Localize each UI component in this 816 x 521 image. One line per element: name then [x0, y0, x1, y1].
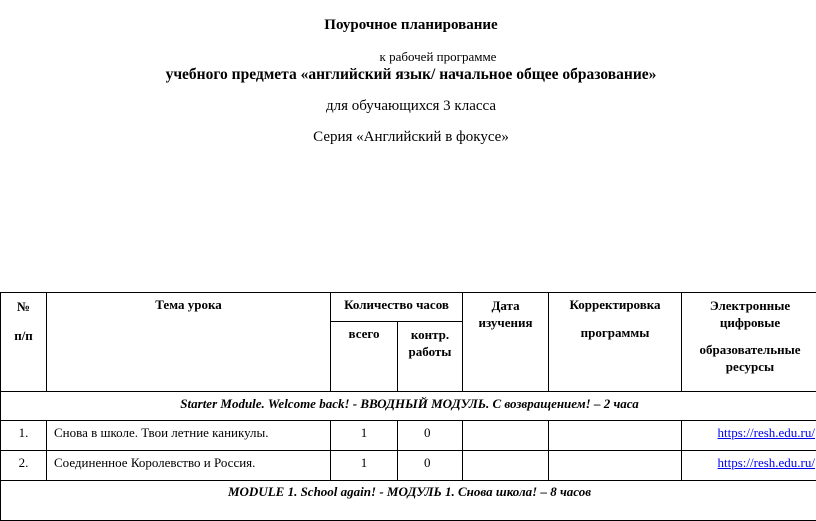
module-row	[1, 392, 816, 421]
row-number: 2.	[1, 451, 47, 481]
row-number: 1.	[1, 421, 47, 451]
row-hours-total: 1	[331, 421, 398, 451]
series-line: Серия «Английский в фокусе»	[0, 129, 816, 146]
row-hours-control: 0	[398, 421, 463, 451]
row-correction	[549, 451, 682, 481]
table-row	[1, 451, 816, 481]
header-number-label: п/п	[1, 328, 46, 344]
header-topic	[47, 293, 331, 392]
header-correction	[549, 293, 682, 392]
row-correction	[549, 421, 682, 451]
row-hours-control: 0	[398, 451, 463, 481]
header-resources-label-1: Электронные	[682, 297, 816, 314]
resource-link[interactable]: https://resh.edu.ru/	[718, 425, 816, 440]
header-date-label-2: изучения	[463, 314, 548, 331]
resource-link[interactable]: https://resh.edu.ru/	[718, 455, 816, 470]
header-correction-label-1: Корректировка	[549, 297, 681, 313]
header-hours	[331, 293, 463, 322]
header-hours-control-label-2: работы	[398, 343, 462, 360]
module-row	[1, 481, 816, 521]
header-date	[463, 293, 549, 392]
row-topic: Соединенное Королевство и Россия.	[47, 451, 331, 481]
document-title: Поурочное планирование	[0, 17, 816, 34]
header-resources	[682, 293, 816, 392]
header-correction-label-2: программы	[549, 325, 681, 341]
header-hours-total-label: всего	[331, 326, 397, 342]
header-hours-label: Количество часов	[331, 297, 462, 313]
document-subtitle: к рабочей программе	[30, 49, 816, 65]
header-hours-total	[331, 322, 398, 392]
header-number	[1, 293, 47, 392]
module-title: MODULE 1. School again! - МОДУЛЬ 1. Снова школа! – 8 часов	[1, 481, 816, 521]
subject-title: учебного предмета «английский язык/ начальное общее образование»	[0, 66, 816, 84]
row-resource	[682, 451, 816, 481]
header-resources-label-4: ресурсы	[682, 358, 816, 375]
header-topic-label: Тема урока	[47, 297, 330, 313]
table-row	[1, 421, 816, 451]
lesson-plan-table	[0, 292, 816, 521]
header-resources-label-2: цифровые	[682, 314, 816, 331]
header-hours-control	[398, 322, 463, 392]
header-hours-control-label-1: контр.	[398, 326, 462, 343]
row-date	[463, 451, 549, 481]
row-date	[463, 421, 549, 451]
row-resource	[682, 421, 816, 451]
header-row	[1, 293, 816, 322]
header-number-symbol: №	[1, 299, 46, 315]
module-title: Starter Module. Welcome back! - ВВОДНЫЙ МОДУЛЬ. С возвращением! – 2 часа	[1, 392, 816, 421]
header-date-label-1: Дата	[463, 297, 548, 314]
grade-line: для обучающихся 3 класса	[0, 98, 816, 115]
row-hours-total: 1	[331, 451, 398, 481]
row-topic: Снова в школе. Твои летние каникулы.	[47, 421, 331, 451]
header-resources-label-3: образовательные	[682, 341, 816, 358]
